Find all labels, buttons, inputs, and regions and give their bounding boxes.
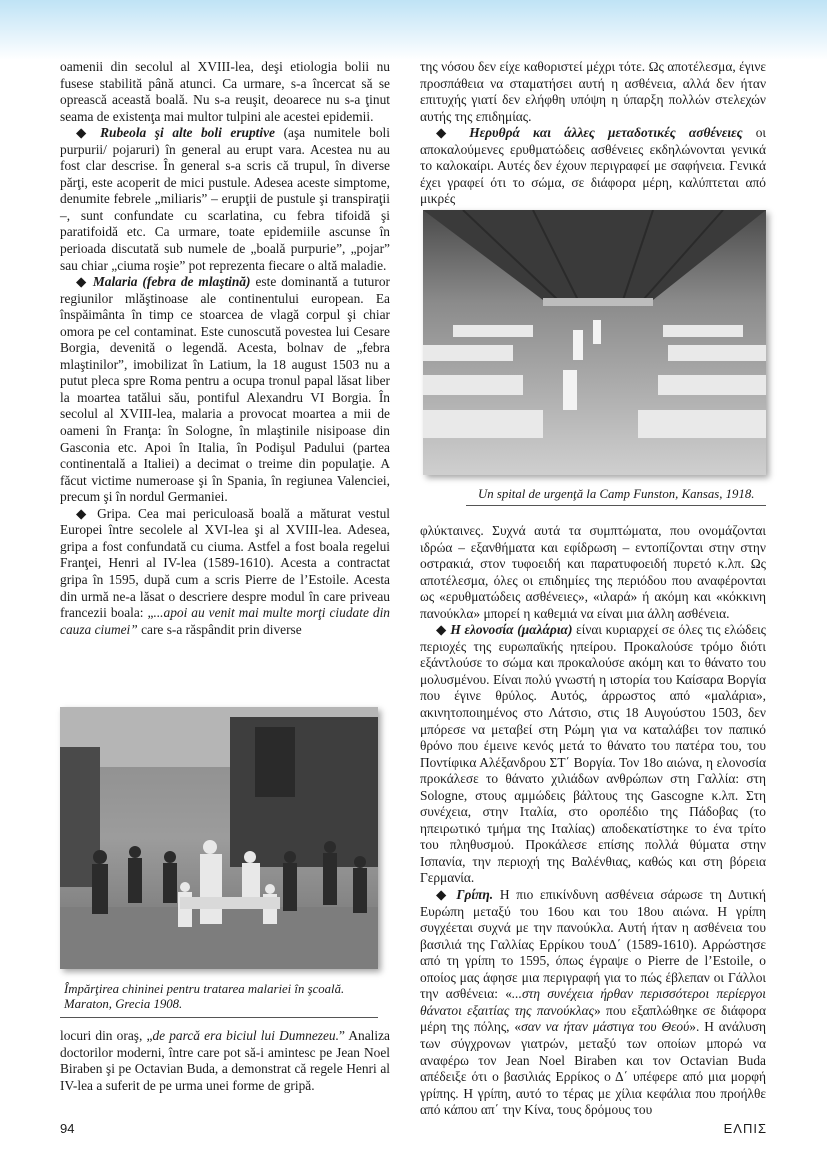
- left-text-column: [60, 59, 390, 638]
- header-band: [0, 0, 827, 60]
- page-number: 94: [60, 1121, 75, 1136]
- paragraph-gripi: [420, 887, 766, 1119]
- paragraph-text: » που εξαπλώθηκε σε διάφορα μέρη της πόλης, «: [420, 1002, 766, 1035]
- bullet-icon: ◆: [436, 622, 447, 638]
- paragraph-erythra: [420, 125, 766, 208]
- paragraph-elonosia: [420, 622, 766, 887]
- right-text-column: [420, 59, 766, 208]
- paragraph-text: (aşa numitele boli purpurii/ pojaruri) în general au erupt vara. Acestea nu au fost clar descrise. În general s-a scris că trupul, în diverse părţi, este acoperit de mici pustule. Adesea aceste simptome, denumite febrele „miliaris” – erupţii de pustule şi transpiraţii –, sunt confundate cu scarlatina, cu febra tifoidă şi paratifoidă etc. Ca urmare, toate epidemiile ascunse în perioada discutată sub numele de „boală purpurie”, „pojar” sau chiar „ciuma roşie” pot reprezenta fiecare o altă maladie.: [60, 125, 390, 273]
- photo-caption: Împărţirea chininei pentru tratarea malariei în şcoală. Maraton, Grecia 1908.: [64, 982, 345, 1011]
- paragraph-text: locuri din oraş, „: [60, 1028, 153, 1043]
- paragraph-text: este dominantă a tuturor regiunilor mlăştinoase ale continentului european. Ea înspăimânta în timp ce stoarcea de vlagă corpul şi chiar omora pe cel contaminat. Este cunoscută povestea lui Cesare Borgia, devenită o legendă. Acesta, bolnav de „febra mlaştinilor”, imobilizat în Latium, la 18 august 1503 nu a putut pleca spre Roma pentru a ocupa tronul papal lăsat liber la moartea tatălui său, pontiful Alexandru VI Borgia. În secolul al XVIII-lea, malaria a provocat moartea a mii de oameni în Franţa: în Sologne, în mlaştinile nisipoase din Gasconia etc. Apoi în Italia, în Podişul Padului (partea continentală a Italiei) a decimat o treime din populaţie. A făcut victime numeroase şi în Spania, în regiunea Valenciei, precum şi în nordul Germaniei.: [60, 274, 390, 505]
- quote: σαν να ήταν μάστιγα του Θεού: [521, 1019, 690, 1035]
- bullet-icon: ◆: [76, 125, 92, 141]
- quote: ...apoi au venit mai multe morţi ciudate din cauza ciumei”: [60, 605, 391, 637]
- paragraph: oamenii din secolul al XVIII-lea, deşi etiologia bolii nu fusese stabilită până atunci. Ca urmare, s-a încercat să se oprească această boală. Nu s-a reuşit, deoarece nu s-a ţinut seama de existenţa mai multor tulpini ale acestei epidemii.: [60, 59, 390, 124]
- right-text-column-continued: [420, 523, 766, 1119]
- quote: ...στη συνέχεια ήρθαν περισσότεροι περίεργοι θάνατοι εξαιτίας της πανούκλας: [420, 986, 766, 1018]
- paragraph-rubeola: [60, 125, 390, 274]
- running-head: ΕΛΠΙΣ: [723, 1121, 767, 1136]
- caption-divider: [60, 1017, 378, 1018]
- paragraph-text: care s-a răspândit prin diverse: [137, 621, 302, 637]
- paragraph-malaria: [60, 274, 390, 506]
- quote: de parcă era biciul lui Dumnezeu.: [152, 1028, 339, 1043]
- photo-school-quinine: [60, 707, 378, 969]
- paragraph-text: ” Analiza doctorilor moderni, între care pot să-i amintesc pe Jean Noel Biraben şi pe Octavian Buda, a demonstrat că regele Henri al IV-lea a suferit de pe urma unei forme de gripă.: [60, 1028, 390, 1093]
- bullet-icon: ◆: [436, 887, 450, 903]
- paragraph: της νόσου δεν είχε καθοριστεί μέχρι τότε. Ως αποτέλεσμα, έγινε προσπάθεια να σταματήσει αυτή η ασθένεια, αλλά δεν ήταν επιτυχής γιατί δεν ελήφθη υπόψη η ύπαρξη πολλών στελεχών αυτής της επιδημίας.: [420, 59, 766, 124]
- paragraph-text: ». Η ανάλυση των σύγχρονων γιατρών, μεταξύ των οποίων μπορώ να αναφέρω τον Jean Noel Biraben και τον Octavian Buda απέδειξε ότι ο βασιλιάς Ερρίκος ο Δ΄ υπέφερε από μια μορφή γρίπης. Η γρίπη, αυτό το τέρας με χίλια κεφάλια που προήλθε από κάπου απ΄ την Κίνα, τους δρόμους του: [420, 1019, 766, 1118]
- section-heading: Rubeola şi alte boli eruptive: [100, 125, 275, 141]
- section-heading: Ηερυθρά και άλλες μεταδοτικές ασθένειες: [469, 125, 743, 141]
- paragraph-gripa: [60, 506, 390, 638]
- photo-hospital-camp-funston: [423, 210, 766, 475]
- section-heading: Η ελονοσία (μαλάρια): [450, 622, 573, 638]
- bullet-icon: ◆: [436, 125, 457, 141]
- section-heading: Γρίπη.: [456, 887, 494, 903]
- paragraph: [60, 1028, 390, 1094]
- paragraph-text: οι αποκαλούμενες ερυθματώδεις ασθένειες εκδηλώνονται γενικά το καλοκαίρι. Αυτές δεν έχουν περιγραφεί με σαφήνεια. Γενικά έχει γραφεί ότι το σώμα, σε διάφορα μέρη, καλύπτεται από μικρές: [420, 125, 766, 207]
- paragraph: φλύκταινες. Συχνά αυτά τα συμπτώματα, που ονομάζονται ιδρώα – εξανθήματα και εφίδρωση – εντοπίζονται στην στην οστρακιά, στον τυφοειδή και παρατυφοειδή πυρετό κ.λπ. Ως αποτέλεσμα, όλες οι επιδημίες της περιόδου που αναφέρονται ως «ερυθματώδεις ασθένειες», «ιλαρά» ή ακόμη και «κόκκινη πανούκλα» μπορεί η καθεμιά να είναι μια άλλη ασθένεια.: [420, 523, 766, 621]
- section-heading: Malaria (febra de mlaştină): [92, 274, 251, 290]
- bullet-icon: ◆: [76, 505, 91, 521]
- paragraph-text: είναι κυριαρχεί σε όλες τις ελώδεις περιοχές της ευρωπαϊκής ηπείρου. Προκαλούσε τρόμο διότι εξάντλούσε το σώμα και προκαλούσε ακόμη και το θάνατο του μολυσμένου. Είναι πολύ γνωστή η ιστορία του Καίσαρα Βοργία που έγινε θρύλος. Αυτός, άρρωστος από «μαλάρια», ακινητοποιημένος στο Λάτσιο, στις 18 Αυγούστου 1503, δεν μπόρεσε να μεταβεί στη Ρώμη για να καταλάβει τον παπικό θρόνο που έμεινε κενός μετά το θάνατο του πατέρα του, του Ποντίφικα Αλέξανδρου ΣΤ΄ Βοργία. Τον 18ο αιώνα, η ελονοσία προκάλεσε το θάνατο χιλιάδων ανθρώπων στη Γαλλία: στη Sologne, στους αμμώδεις βάλτους της Gascogne κ.λπ. Στη συνέχεια, στην Ιταλία, στο οροπέδιο της Πάδοβας (το ηπειρωτικό τμήμα της Ιταλίας) αποδεκατίστηκε το ένα τρίτο του πληθυσμού. Προκάλεσε επίσης πολλά θύματα στην Ισπανία, την περιοχή της Βαλένθιας, καθώς και στη βόρεια Γερμανία.: [420, 622, 766, 886]
- paragraph-text: Η πιο επικίνδυνη ασθένεια σάρωσε τη Δυτική Ευρώπη μεταξύ του 16ου και του 18ου αιώνα. Η γρίπη συγχέεται συχνά με την πανούκλα. Αυτή ήταν η ασθένεια του βασιλιά της Γαλλίας Ερρίκου τουΔ΄ (1589-1610). Αρρώστησε από τη γρίπη το 1595, όπως έγραψε ο Pierre de l’Estoile, ο οποίος μας άφησε μια περιγραφή για το πώς έβλεπαν οι Γάλλοι την ασθένεια: «: [420, 887, 766, 1002]
- caption-divider: [466, 505, 766, 506]
- left-text-column-continued: [60, 1028, 390, 1094]
- photo-caption: Un spital de urgenţă la Camp Funston, Kansas, 1918.: [478, 487, 755, 501]
- bullet-icon: ◆: [76, 274, 88, 290]
- paragraph-text: Gripa. Cea mai periculoasă boală a măturat vestul Europei între secolele al XVI-lea şi al XVIII-lea. Adesea, gripa a fost confundată cu ciuma. Astfel a fost boala regelui Franţei, Henri al IV-lea (1589-1610). Acesta a contractat gripa în 1595, după cum a scris Pierre de l’Estoile. Acesta din urmă ne-a lăsat o descriere despre modul în care priveau francezii boala: „: [60, 505, 390, 621]
